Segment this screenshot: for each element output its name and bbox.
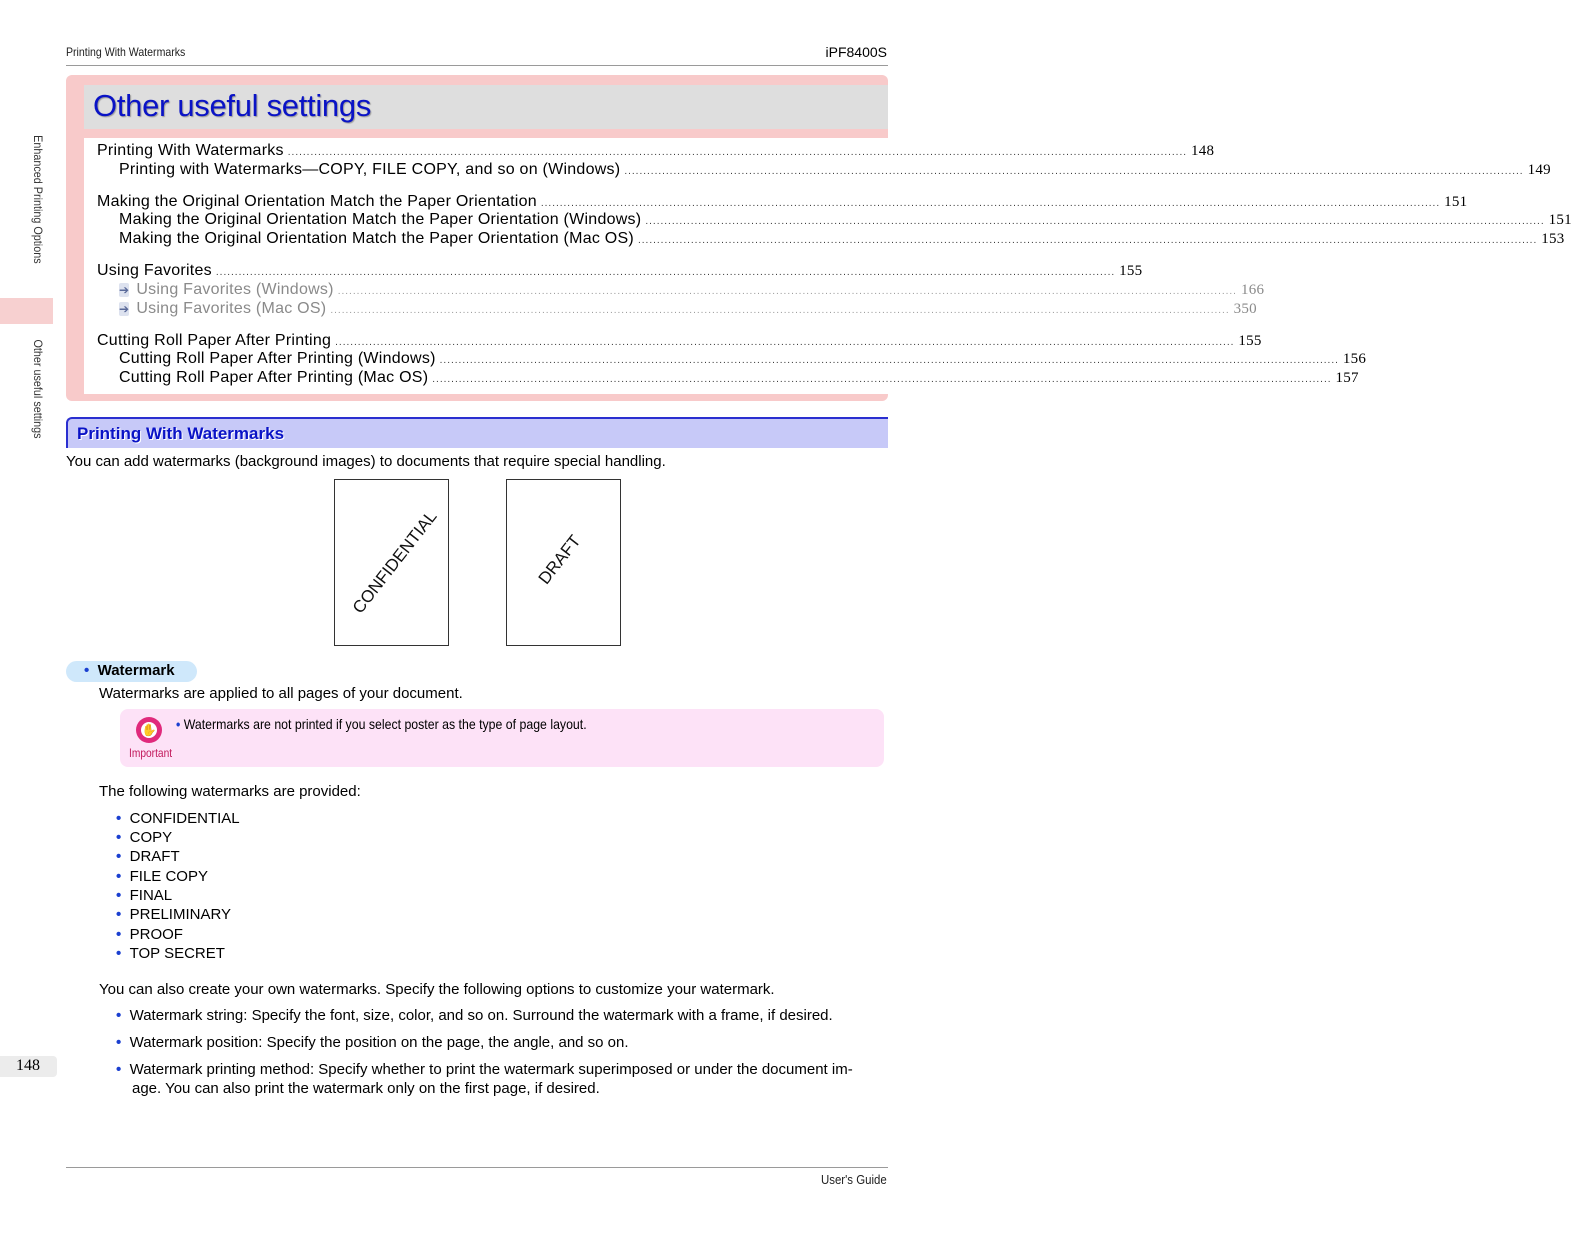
toc-entry-label: Printing With Watermarks xyxy=(97,142,284,159)
hand-icon: ✋ xyxy=(141,723,157,737)
list-item xyxy=(116,945,225,962)
bullet-icon: • xyxy=(116,848,122,865)
list-item-text: DRAFT xyxy=(129,848,180,865)
toc-entry-page: 153 xyxy=(1541,231,1565,247)
toc-entry[interactable]: Printing with Watermarks—COPY, FILE COPY, and so on (Windows) .............................................................................................................................................................................................................................................. 149 xyxy=(119,161,1551,178)
toc-entry[interactable]: Using Favorites .............................................................................................................................................................................................................................................. 155 xyxy=(97,262,1143,279)
bullet-icon: • xyxy=(116,1034,122,1051)
toc-entry-page: 156 xyxy=(1342,351,1367,367)
list-item xyxy=(116,829,172,846)
list-item-text: FILE COPY xyxy=(129,868,208,885)
custom-intro: You can also create your own watermarks. Specify the following options to customize your watermark. xyxy=(99,981,775,998)
toc-entry-label: Using Favorites xyxy=(97,262,212,279)
sidebar-chapter: Enhanced Printing Options xyxy=(31,135,45,264)
sidebar-section: Other useful settings xyxy=(31,339,45,439)
option-item xyxy=(116,1034,629,1051)
list-item xyxy=(116,810,240,827)
toc-entry-link[interactable]: ➔ Using Favorites (Windows) .............................................................................................................................................................................................................................................. 166 xyxy=(119,281,1265,298)
bullet-icon: • xyxy=(116,868,122,885)
watermark-sample-text: CONFIDENTIAL xyxy=(348,507,441,618)
toc-entry-page: 155 xyxy=(1119,263,1143,279)
option-item xyxy=(116,1061,853,1078)
toc-entry-label: Using Favorites (Windows) xyxy=(136,281,334,298)
sidebar-tab-marker xyxy=(0,298,53,324)
toc-entry[interactable]: Cutting Roll Paper After Printing .............................................................................................................................................................................................................................................. 155 xyxy=(97,332,1262,349)
option-item xyxy=(116,1007,833,1024)
toc-entry-page: 350 xyxy=(1233,301,1257,317)
list-item xyxy=(116,868,208,885)
bullet-icon: • xyxy=(116,829,122,846)
toc-entry[interactable]: Cutting Roll Paper After Printing (Mac OS) .............................................................................................................................................................................................................................................. 157 xyxy=(119,369,1359,386)
bullet-icon: • xyxy=(116,887,122,904)
toc-entry-page: 148 xyxy=(1191,143,1215,159)
toc-entry-page: 155 xyxy=(1238,333,1262,349)
list-item-text: COPY xyxy=(129,829,173,846)
list-item xyxy=(116,887,172,904)
provided-intro: The following watermarks are provided: xyxy=(99,783,361,800)
toc-entry-page: 151 xyxy=(1444,194,1468,210)
list-item-text: PRELIMINARY xyxy=(129,906,232,923)
toc-entry-page: 149 xyxy=(1527,162,1551,178)
list-item xyxy=(116,926,183,943)
toc-entry-label: Cutting Roll Paper After Printing (Windows) xyxy=(119,350,436,367)
page-title: Other useful settings xyxy=(93,88,372,123)
option-text-continued: age. You can also print the watermark only on the first page, if desired. xyxy=(132,1080,600,1097)
toc-entry[interactable]: Making the Original Orientation Match the Paper Orientation (Windows) .............................................................................................................................................................................................................................................. 151 xyxy=(119,211,1572,228)
important-caption: Important xyxy=(129,746,173,760)
important-text-content: Watermarks are not printed if you select poster as the type of page layout. xyxy=(183,716,587,732)
subsection-text: Watermarks are applied to all pages of your document. xyxy=(99,685,463,702)
bullet-icon: • xyxy=(84,662,90,679)
bullet-icon: • xyxy=(116,810,122,827)
section-intro: You can add watermarks (background images) to documents that require special handling. xyxy=(66,453,666,470)
list-item-text: FINAL xyxy=(129,887,173,904)
watermark-sample-text: DRAFT xyxy=(534,531,585,588)
toc-entry-page: 157 xyxy=(1335,370,1359,386)
bullet-icon: • xyxy=(116,945,122,962)
toc-entry-page: 166 xyxy=(1240,282,1265,298)
option-text: Watermark string: Specify the font, size, color, and so on. Surround the watermark with a frame, if desired. xyxy=(129,1007,833,1024)
list-item-text: CONFIDENTIAL xyxy=(129,810,240,827)
footer-guide: User's Guide xyxy=(821,1172,887,1187)
toc-entry[interactable]: Printing With Watermarks .............................................................................................................................................................................................................................................. 148 xyxy=(97,142,1215,159)
list-item-text: PROOF xyxy=(129,926,183,943)
important-text xyxy=(176,716,587,732)
header-divider xyxy=(66,65,888,66)
toc-entry-page: 151 xyxy=(1548,212,1572,228)
option-text: Watermark printing method: Specify whether to print the watermark superimposed or under the document im- xyxy=(129,1061,853,1078)
toc-entry-label: Printing with Watermarks—COPY, FILE COPY, and so on (Windows) xyxy=(119,161,621,178)
option-text: Watermark position: Specify the position on the page, the angle, and so on. xyxy=(129,1034,629,1051)
header-section: Printing With Watermarks xyxy=(66,45,186,59)
page-number: 148 xyxy=(16,1057,40,1074)
subsection-label xyxy=(84,662,175,679)
toc-entry-label: Making the Original Orientation Match the Paper Orientation (Mac OS) xyxy=(119,230,634,247)
toc-entry-link[interactable]: ➔ Using Favorites (Mac OS) .............................................................................................................................................................................................................................................. 350 xyxy=(119,300,1257,317)
bullet-icon: • xyxy=(116,906,122,923)
toc-entry-label: Making the Original Orientation Match the Paper Orientation xyxy=(97,193,537,210)
section-title: Printing With Watermarks xyxy=(77,424,285,443)
arrow-right-icon: ➔ xyxy=(119,302,130,316)
list-item-text: TOP SECRET xyxy=(129,945,225,962)
footer-divider xyxy=(66,1167,888,1168)
list-item xyxy=(116,906,231,923)
toc-entry-label: Using Favorites (Mac OS) xyxy=(136,300,327,317)
toc-entry-label: Cutting Roll Paper After Printing (Mac OS) xyxy=(119,369,429,386)
list-item xyxy=(116,848,180,865)
bullet-icon: • xyxy=(116,1061,122,1078)
toc-entry-label: Making the Original Orientation Match the Paper Orientation (Windows) xyxy=(119,211,642,228)
bullet-icon: • xyxy=(116,926,122,943)
toc-list xyxy=(84,138,1572,394)
toc-entry[interactable]: Cutting Roll Paper After Printing (Windows) .............................................................................................................................................................................................................................................. 156 xyxy=(119,350,1367,367)
header-model: iPF8400S xyxy=(825,44,887,60)
toc-entry[interactable]: Making the Original Orientation Match the Paper Orientation (Mac OS) .............................................................................................................................................................................................................................................. 153 xyxy=(119,230,1565,247)
arrow-right-icon: ➔ xyxy=(119,283,130,297)
toc-entry-label: Cutting Roll Paper After Printing xyxy=(97,332,332,349)
bullet-icon: • xyxy=(176,716,181,732)
subsection-title: Watermark xyxy=(97,662,175,679)
bullet-icon: • xyxy=(116,1007,122,1024)
toc-entry[interactable]: Making the Original Orientation Match the Paper Orientation .............................................................................................................................................................................................................................................. 151 xyxy=(97,193,1468,210)
